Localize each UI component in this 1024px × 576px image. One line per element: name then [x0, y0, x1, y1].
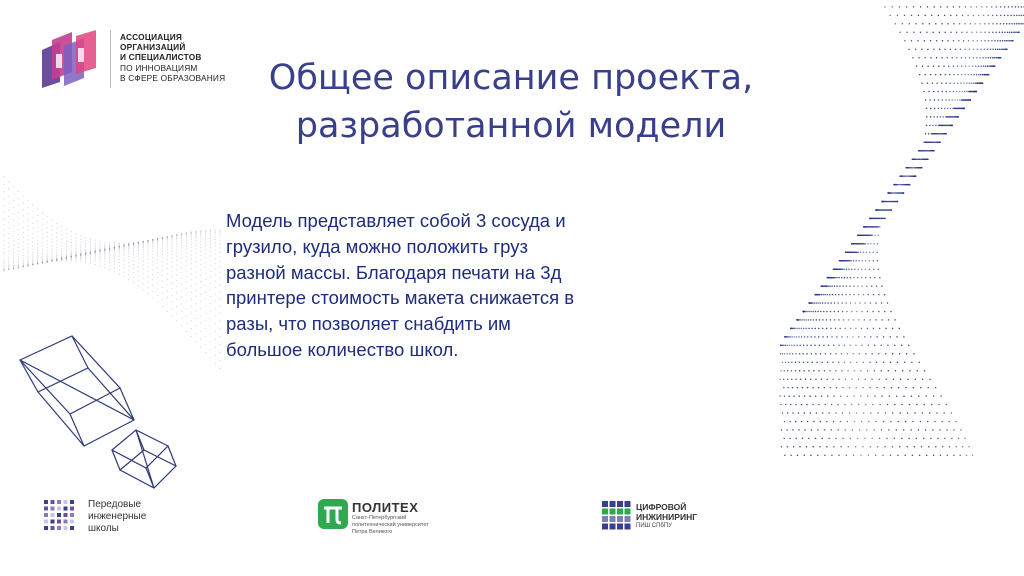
pis-line: инженерные [88, 511, 147, 522]
slide-title-line: разработанной модели [295, 106, 727, 146]
pis-logo-text [88, 499, 146, 535]
cube-large-icon [20, 336, 134, 446]
politeh-name: ПОЛИТЕХ [352, 500, 419, 515]
pis-line: школы [88, 523, 119, 534]
digital-engineering-subtitle: ПИШ СПбПУ [636, 523, 672, 529]
dotted-wave-left [3, 176, 220, 369]
slide-body-text: Модель представляет собой 3 сосуда и грузило, куда можно положить груз разной массы. Благодаря печати на 3д принтере стоимость макета снижается в разы, что позволяет снабдить им большое количество школ. [226, 210, 575, 360]
cube-small-icon [112, 430, 176, 488]
digital-engineering-line: ЦИФРОВОЙ [636, 502, 687, 512]
slide-title [200, 54, 822, 150]
slide-title-line: Общее описание проекта, [268, 58, 754, 98]
politeh-subtitle: Санкт-Петербургский политехнический университет Петра Великого [352, 515, 429, 535]
association-line: АССОЦИАЦИЯ [120, 32, 183, 42]
association-line: ПО ИННОВАЦИЯМ [120, 62, 198, 73]
association-line: В СФЕРЕ ОБРАЗОВАНИЯ [120, 72, 226, 83]
association-line: И СПЕЦИАЛИСТОВ [120, 52, 202, 63]
digital-engineering-text [636, 502, 697, 522]
association-logo-icon [38, 28, 102, 90]
header-divider [110, 30, 111, 88]
digital-engineering-logo-icon [602, 501, 632, 531]
pis-logo-icon [44, 500, 76, 532]
association-line: ОРГАНИЗАЦИЙ [120, 42, 186, 53]
politeh-logo-icon [318, 499, 348, 529]
pis-line: Передовые [88, 499, 142, 510]
digital-engineering-line: ИНЖИНИРИНГ [636, 512, 698, 522]
